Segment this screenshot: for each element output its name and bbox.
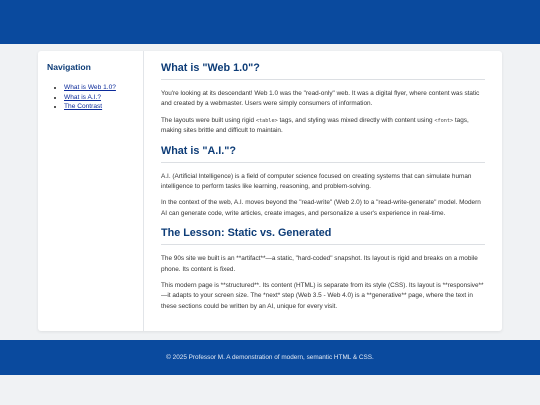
section-web1-paragraph-2 [161,116,485,137]
section-lesson-paragraph-1: The 90s site we built is an **artifact**—a static, "hard-coded" snapshot. Its layout is rigid and breaks on a mobile phone. Its content is fixed. [161,255,478,273]
section-title-lesson: The Lesson: Static vs. Generated [161,227,485,245]
section-ai-paragraph-2: In the context of the web, A.I. moves beyond the "read-write" (Web 2.0) to a "read-write-generate" model. Modern AI can generate code, write articles, create images, and personalize a user's experience in real-time. [161,199,481,217]
nav-link-contrast[interactable]: The Contrast [64,103,103,110]
sidebar-title: Navigation [47,62,91,72]
section-title-web1: What is "Web 1.0"? [161,62,485,80]
p2-text-a: The layouts were built using rigid [161,116,256,124]
content-card [38,51,502,331]
sidebar-nav [38,51,144,331]
section-ai-paragraph-1: A.I. (Artificial Intelligence) is a field of computer science focused on creating systems that can simulate human intelligence to perform tasks like learning, reasoning, and problem-solving. [161,172,472,191]
section-lesson-paragraph-2: This modern page is **structured**. Its content (HTML) is separate from its style (CSS). Its layout is **responsive**—it adapts to your screen size. The *next* step (Web 3.5 - Web 4.0) is a **generative** page, where the text in these sections could be written by an AI, unique for every visit. [161,282,484,310]
code-table-tag: <table> [255,117,278,124]
sidebar-item-contrast [64,102,143,112]
main-content [144,51,502,331]
section-web1-paragraph-1: You're looking at its descendant! Web 1.0 was the "read-only" web. It was a digital flyer, where content was static and created by a webmaster. Users were simply consumers of information. [161,90,480,108]
section-lesson [161,227,485,312]
footer-bar [0,340,540,375]
footer-text: © 2025 Professor M. A demonstration of modern, semantic HTML & CSS. [166,354,374,361]
nav-link-web1[interactable]: What is Web 1.0? [64,84,116,91]
top-header-bar [0,0,540,44]
sidebar-item-web1 [64,83,143,93]
section-ai [161,145,485,220]
sidebar-item-ai [64,93,143,103]
nav-link-ai[interactable]: What is A.I.? [64,93,102,101]
p2-text-b: tags, and styling was mixed directly with content using [277,116,435,124]
section-web1 [161,62,485,137]
sidebar-link-list [47,83,143,112]
section-title-ai: What is "A.I."? [161,145,485,163]
code-font-tag: <font> [434,117,454,124]
p2-text-c: tags, making sites brittle and difficult to maintain. [161,116,469,135]
